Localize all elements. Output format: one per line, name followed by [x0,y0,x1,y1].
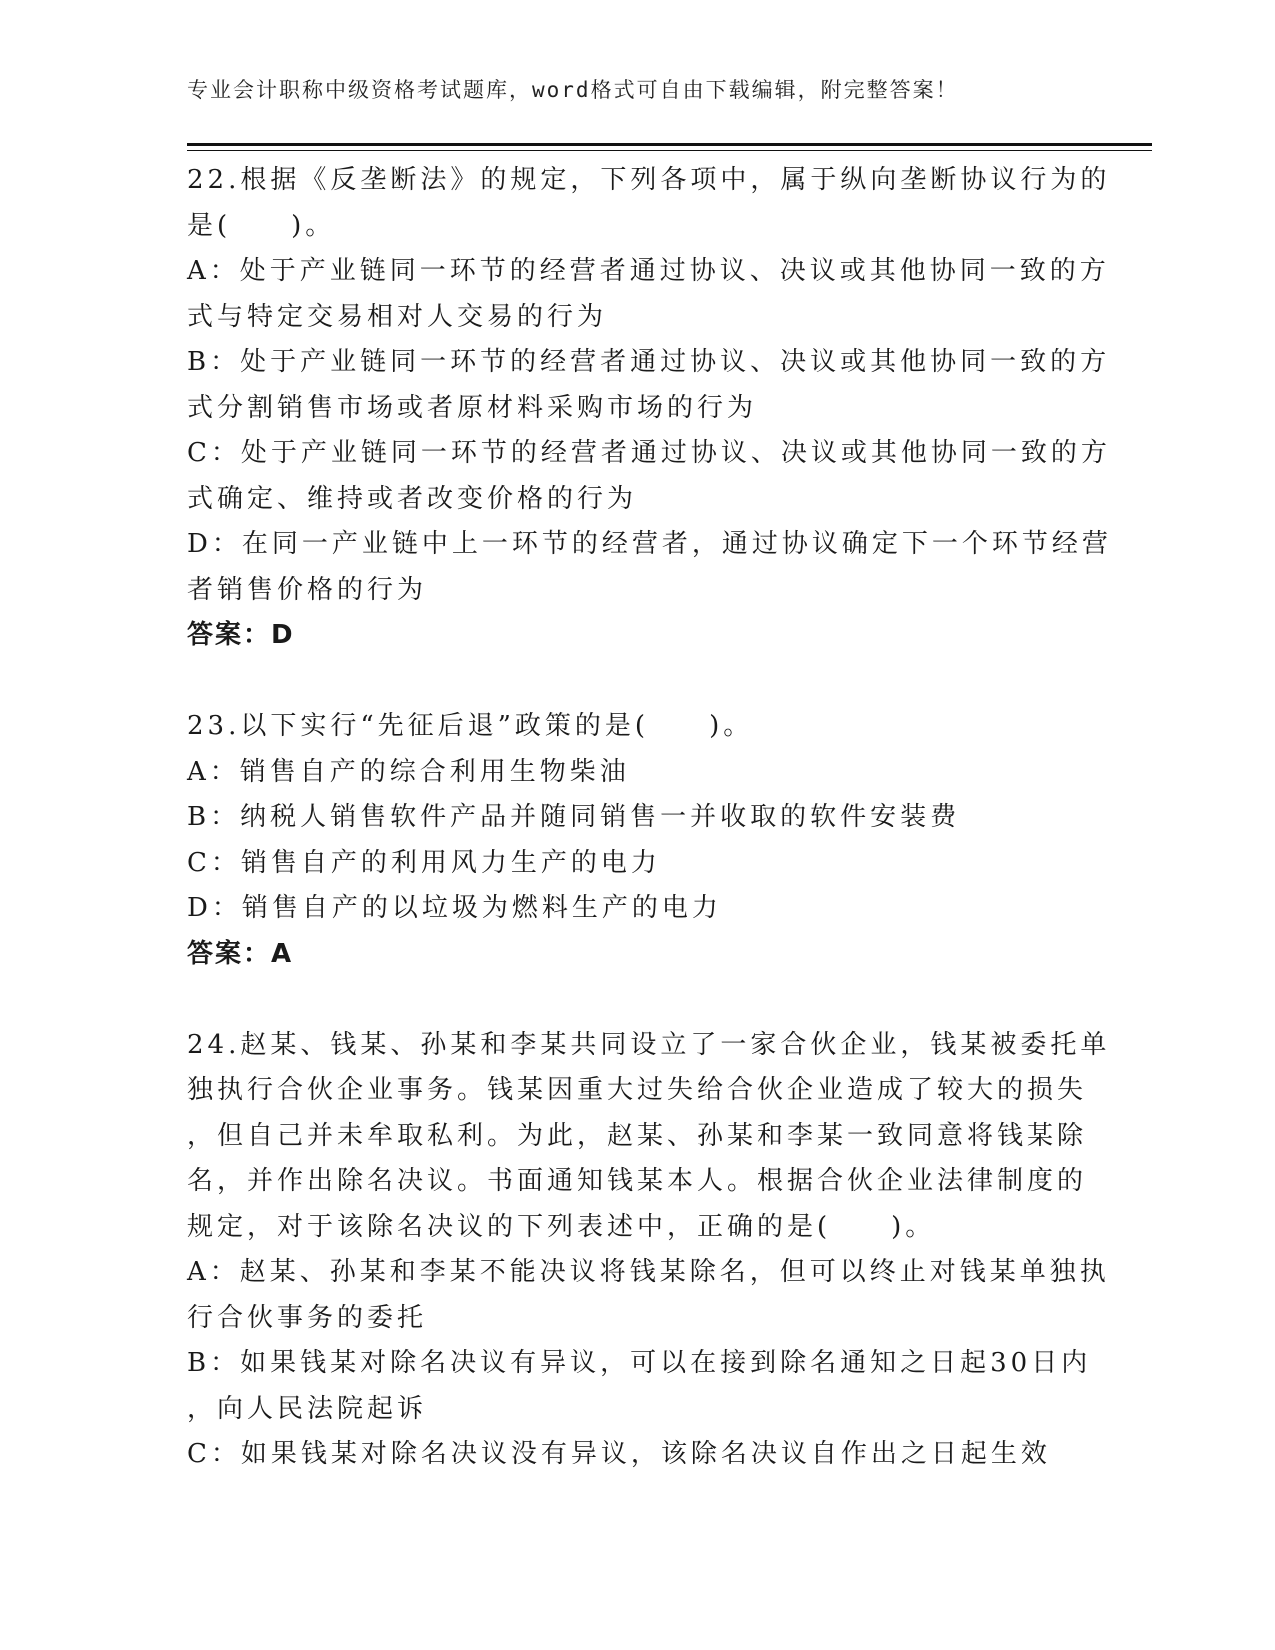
option-c-line: C：如果钱某对除名决议没有异议，该除名决议自作出之日起生效 [187,1439,1051,1469]
option-b-line: 式分割销售市场或者原材料采购市场的行为 [187,392,758,423]
option-b-line: B：如果钱某对除名决议有异议，可以在接到除名通知之日起30日内 [187,1348,1092,1378]
option-c-line: C：处于产业链同一环节的经营者通过协议、决议或其他协同一致的方 [187,438,1111,468]
option-a-line: A：销售自产的综合利用生物柴油 [187,756,630,787]
question-list [187,158,1112,1478]
question-24 [187,1023,1111,1478]
question-23 [187,704,1077,977]
question-spacer [187,659,1077,705]
answer-label: 答案：A [187,938,294,969]
page-header: 专业会计职称中级资格考试题库，word格式可自由下载编辑，附完整答案！ [187,78,959,102]
option-b-line: B：处于产业链同一环节的经营者通过协议、决议或其他协同一致的方 [187,347,1111,377]
answer-label: 答案：D [187,620,295,650]
question-stem-line: 独执行合伙企业事务。钱某因重大过失给合伙企业造成了较大的损失 [187,1075,1088,1105]
option-d-line: 者销售价格的行为 [187,574,428,605]
question-stem-line: ，但自己并未牟取私利。为此，赵某、孙某和李某一致同意将钱某除 [187,1120,1088,1151]
header-rule-thick [187,143,1152,146]
option-c-line: C：销售自产的利用风力生产的电力 [187,847,661,878]
question-stem-line: 23.以下实行“先征后退”政策的是( )。 [187,711,754,741]
question-stem-line: 名，并作出除名决议。书面通知钱某本人。根据合伙企业法律制度的 [187,1166,1088,1196]
question-22 [187,158,1112,659]
option-a-line: A：赵某、孙某和李某不能决议将钱某除名，但可以终止对钱某单独执 [187,1257,1110,1287]
option-d-line: D：销售自产的以垃圾为燃料生产的电力 [187,893,722,923]
question-stem-line: 24.赵某、钱某、孙某和李某共同设立了一家合伙企业，钱某被委托单 [187,1029,1111,1060]
option-a-line: 行合伙事务的委托 [187,1302,428,1333]
question-stem-line: 规定，对于该除名决议的下列表述中，正确的是( )。 [187,1211,936,1242]
option-d-line: D：在同一产业链中上一环节的经营者，通过协议确定下一个环节经营 [187,529,1112,559]
option-a-line: 式与特定交易相对人交易的行为 [187,301,608,332]
option-b-line: B：纳税人销售软件产品并随同销售一并收取的软件安装费 [187,802,961,832]
question-stem-line: 22.根据《反垄断法》的规定，下列各项中，属于纵向垄断协议行为的 [187,165,1111,195]
header-rule-thin [187,150,1152,151]
question-spacer [187,977,1077,1023]
question-stem-line: 是( )。 [187,210,336,241]
option-c-line: 式确定、维持或者改变价格的行为 [187,483,638,514]
option-b-line: ，向人民法院起诉 [187,1393,428,1424]
option-a-line: A：处于产业链同一环节的经营者通过协议、决议或其他协同一致的方 [187,256,1110,286]
